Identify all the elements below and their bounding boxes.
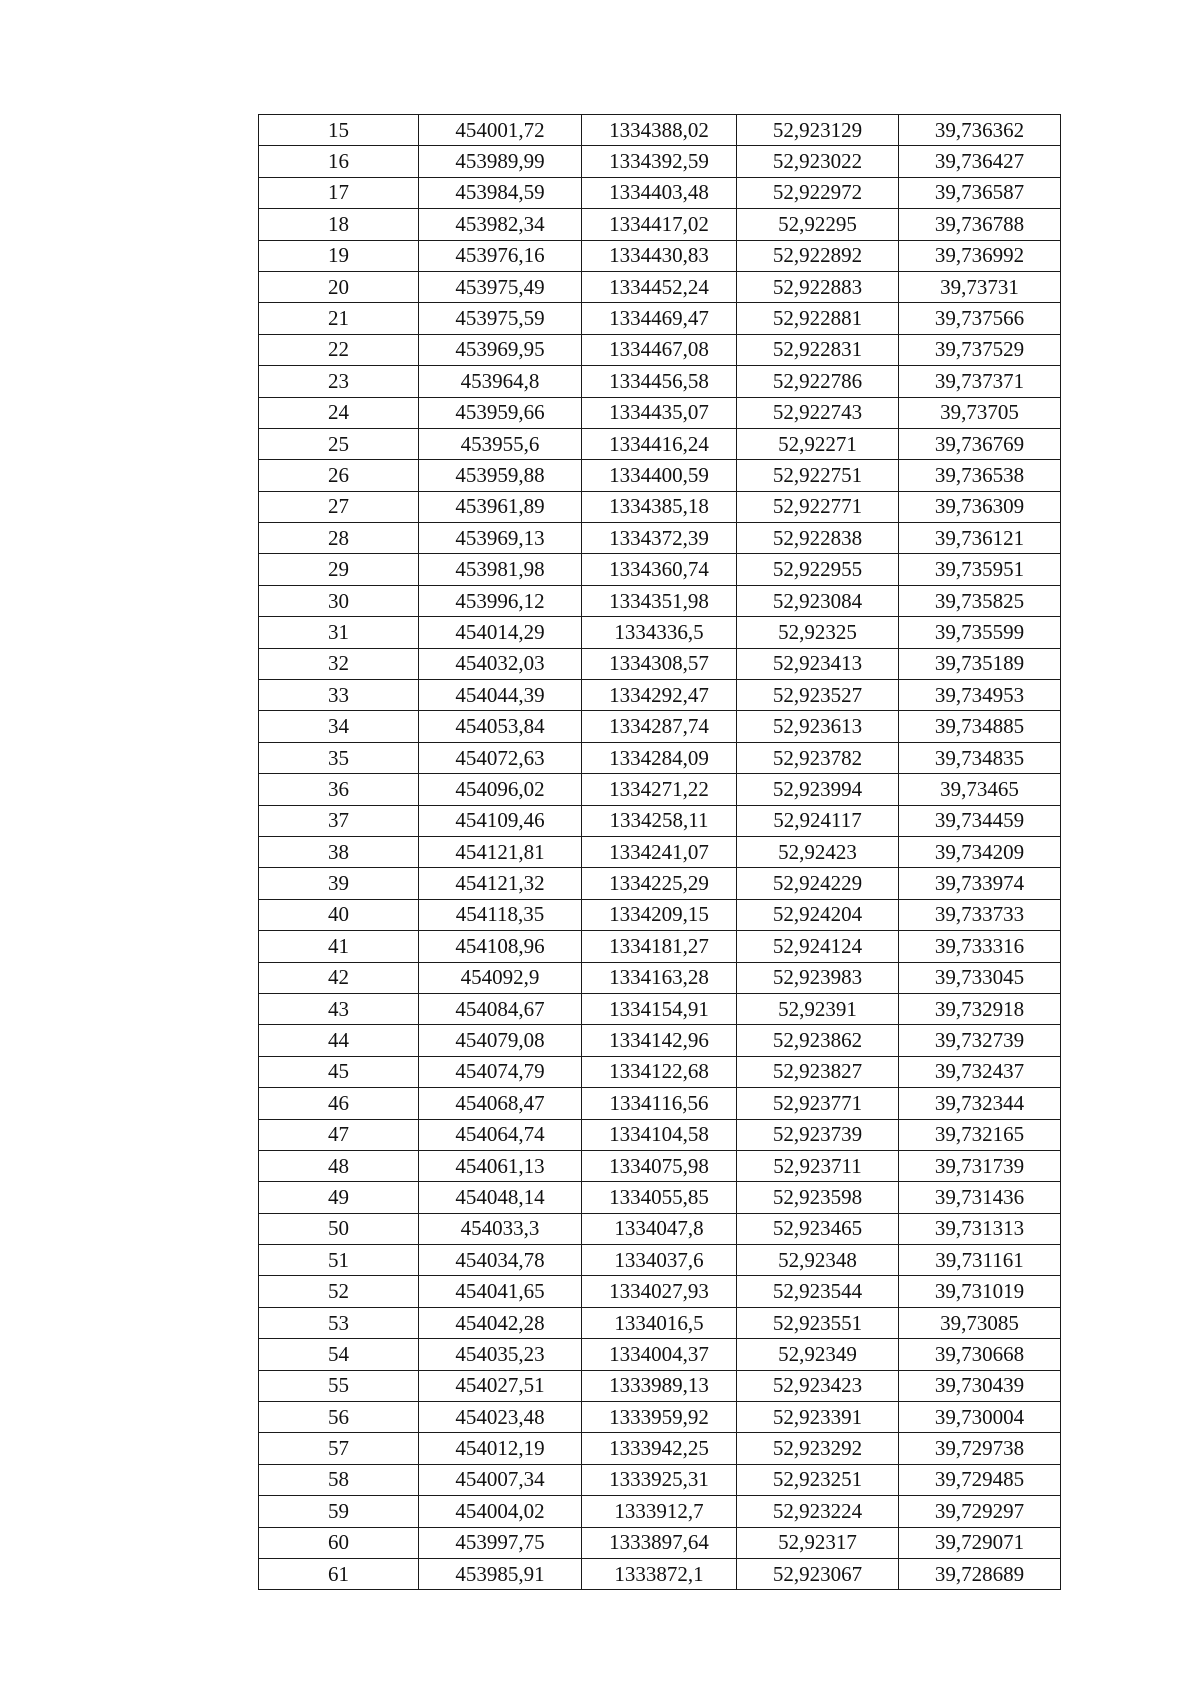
- point-number-cell: 39: [259, 868, 419, 899]
- y-coordinate-cell: 1334403,48: [582, 177, 737, 208]
- latitude-cell: 52,92349: [737, 1339, 899, 1370]
- longitude-cell: 39,736788: [899, 209, 1061, 240]
- latitude-cell: 52,923551: [737, 1307, 899, 1338]
- y-coordinate-cell: 1334027,93: [582, 1276, 737, 1307]
- x-coordinate-cell: 453959,66: [419, 397, 582, 428]
- longitude-cell: 39,735189: [899, 648, 1061, 679]
- latitude-cell: 52,923862: [737, 1025, 899, 1056]
- latitude-cell: 52,922883: [737, 271, 899, 302]
- latitude-cell: 52,922881: [737, 303, 899, 334]
- latitude-cell: 52,923465: [737, 1213, 899, 1244]
- point-number-cell: 37: [259, 805, 419, 836]
- y-coordinate-cell: 1334181,27: [582, 931, 737, 962]
- table-row: [259, 680, 1061, 711]
- longitude-cell: 39,736427: [899, 146, 1061, 177]
- point-number-cell: 49: [259, 1182, 419, 1213]
- table-row: [259, 366, 1061, 397]
- y-coordinate-cell: 1334122,68: [582, 1056, 737, 1087]
- y-coordinate-cell: 1333912,7: [582, 1496, 737, 1527]
- longitude-cell: 39,732165: [899, 1119, 1061, 1150]
- y-coordinate-cell: 1334469,47: [582, 303, 737, 334]
- latitude-cell: 52,922838: [737, 523, 899, 554]
- latitude-cell: 52,923711: [737, 1150, 899, 1181]
- x-coordinate-cell: 454068,47: [419, 1088, 582, 1119]
- longitude-cell: 39,736587: [899, 177, 1061, 208]
- y-coordinate-cell: 1334467,08: [582, 334, 737, 365]
- latitude-cell: 52,923067: [737, 1558, 899, 1589]
- longitude-cell: 39,733316: [899, 931, 1061, 962]
- y-coordinate-cell: 1333959,92: [582, 1402, 737, 1433]
- table-row: [259, 115, 1061, 146]
- coordinates-table: [258, 114, 1061, 1590]
- table-row: [259, 460, 1061, 491]
- y-coordinate-cell: 1334417,02: [582, 209, 737, 240]
- longitude-cell: 39,730004: [899, 1402, 1061, 1433]
- x-coordinate-cell: 454035,23: [419, 1339, 582, 1370]
- table-row: [259, 993, 1061, 1024]
- table-row: [259, 1307, 1061, 1338]
- x-coordinate-cell: 454074,79: [419, 1056, 582, 1087]
- y-coordinate-cell: 1334241,07: [582, 836, 737, 867]
- table-row: [259, 428, 1061, 459]
- latitude-cell: 52,923544: [737, 1276, 899, 1307]
- y-coordinate-cell: 1334416,24: [582, 428, 737, 459]
- x-coordinate-cell: 454079,08: [419, 1025, 582, 1056]
- longitude-cell: 39,736362: [899, 115, 1061, 146]
- table-row: [259, 1056, 1061, 1087]
- point-number-cell: 16: [259, 146, 419, 177]
- table-row: [259, 554, 1061, 585]
- longitude-cell: 39,729071: [899, 1527, 1061, 1558]
- x-coordinate-cell: 453964,8: [419, 366, 582, 397]
- latitude-cell: 52,923983: [737, 962, 899, 993]
- longitude-cell: 39,736309: [899, 491, 1061, 522]
- longitude-cell: 39,735951: [899, 554, 1061, 585]
- point-number-cell: 60: [259, 1527, 419, 1558]
- latitude-cell: 52,924229: [737, 868, 899, 899]
- x-coordinate-cell: 454053,84: [419, 711, 582, 742]
- table-row: [259, 1370, 1061, 1401]
- latitude-cell: 52,922892: [737, 240, 899, 271]
- x-coordinate-cell: 454042,28: [419, 1307, 582, 1338]
- y-coordinate-cell: 1334209,15: [582, 899, 737, 930]
- point-number-cell: 32: [259, 648, 419, 679]
- point-number-cell: 31: [259, 617, 419, 648]
- x-coordinate-cell: 453976,16: [419, 240, 582, 271]
- y-coordinate-cell: 1334016,5: [582, 1307, 737, 1338]
- latitude-cell: 52,92325: [737, 617, 899, 648]
- point-number-cell: 44: [259, 1025, 419, 1056]
- latitude-cell: 52,92317: [737, 1527, 899, 1558]
- y-coordinate-cell: 1333989,13: [582, 1370, 737, 1401]
- table-row: [259, 209, 1061, 240]
- longitude-cell: 39,736538: [899, 460, 1061, 491]
- latitude-cell: 52,922955: [737, 554, 899, 585]
- x-coordinate-cell: 454033,3: [419, 1213, 582, 1244]
- table-row: [259, 334, 1061, 365]
- point-number-cell: 48: [259, 1150, 419, 1181]
- x-coordinate-cell: 454027,51: [419, 1370, 582, 1401]
- table-row: [259, 742, 1061, 773]
- x-coordinate-cell: 454092,9: [419, 962, 582, 993]
- point-number-cell: 20: [259, 271, 419, 302]
- y-coordinate-cell: 1333872,1: [582, 1558, 737, 1589]
- longitude-cell: 39,73465: [899, 774, 1061, 805]
- y-coordinate-cell: 1334452,24: [582, 271, 737, 302]
- longitude-cell: 39,731313: [899, 1213, 1061, 1244]
- y-coordinate-cell: 1334154,91: [582, 993, 737, 1024]
- point-number-cell: 33: [259, 680, 419, 711]
- x-coordinate-cell: 453975,49: [419, 271, 582, 302]
- latitude-cell: 52,922831: [737, 334, 899, 365]
- x-coordinate-cell: 454064,74: [419, 1119, 582, 1150]
- latitude-cell: 52,922972: [737, 177, 899, 208]
- point-number-cell: 34: [259, 711, 419, 742]
- y-coordinate-cell: 1334456,58: [582, 366, 737, 397]
- point-number-cell: 23: [259, 366, 419, 397]
- y-coordinate-cell: 1334308,57: [582, 648, 737, 679]
- longitude-cell: 39,729485: [899, 1464, 1061, 1495]
- longitude-cell: 39,735599: [899, 617, 1061, 648]
- longitude-cell: 39,736769: [899, 428, 1061, 459]
- table-row: [259, 1558, 1061, 1589]
- y-coordinate-cell: 1334163,28: [582, 962, 737, 993]
- y-coordinate-cell: 1334004,37: [582, 1339, 737, 1370]
- table-row: [259, 774, 1061, 805]
- table-row: [259, 146, 1061, 177]
- table-row: [259, 1025, 1061, 1056]
- x-coordinate-cell: 453989,99: [419, 146, 582, 177]
- longitude-cell: 39,736992: [899, 240, 1061, 271]
- point-number-cell: 24: [259, 397, 419, 428]
- point-number-cell: 45: [259, 1056, 419, 1087]
- longitude-cell: 39,737566: [899, 303, 1061, 334]
- longitude-cell: 39,731019: [899, 1276, 1061, 1307]
- latitude-cell: 52,924117: [737, 805, 899, 836]
- point-number-cell: 54: [259, 1339, 419, 1370]
- latitude-cell: 52,924124: [737, 931, 899, 962]
- table-row: [259, 931, 1061, 962]
- latitude-cell: 52,923423: [737, 1370, 899, 1401]
- y-coordinate-cell: 1334388,02: [582, 115, 737, 146]
- point-number-cell: 50: [259, 1213, 419, 1244]
- point-number-cell: 53: [259, 1307, 419, 1338]
- coordinates-table-body: [259, 115, 1061, 1590]
- latitude-cell: 52,923994: [737, 774, 899, 805]
- table-row: [259, 836, 1061, 867]
- table-row: [259, 585, 1061, 616]
- table-row: [259, 1119, 1061, 1150]
- x-coordinate-cell: 453959,88: [419, 460, 582, 491]
- point-number-cell: 40: [259, 899, 419, 930]
- x-coordinate-cell: 454118,35: [419, 899, 582, 930]
- latitude-cell: 52,924204: [737, 899, 899, 930]
- y-coordinate-cell: 1334336,5: [582, 617, 737, 648]
- y-coordinate-cell: 1334292,47: [582, 680, 737, 711]
- table-row: [259, 805, 1061, 836]
- point-number-cell: 46: [259, 1088, 419, 1119]
- longitude-cell: 39,734459: [899, 805, 1061, 836]
- longitude-cell: 39,73731: [899, 271, 1061, 302]
- x-coordinate-cell: 454108,96: [419, 931, 582, 962]
- point-number-cell: 55: [259, 1370, 419, 1401]
- latitude-cell: 52,923771: [737, 1088, 899, 1119]
- longitude-cell: 39,728689: [899, 1558, 1061, 1589]
- y-coordinate-cell: 1334142,96: [582, 1025, 737, 1056]
- x-coordinate-cell: 454061,13: [419, 1150, 582, 1181]
- x-coordinate-cell: 453969,95: [419, 334, 582, 365]
- longitude-cell: 39,736121: [899, 523, 1061, 554]
- latitude-cell: 52,922743: [737, 397, 899, 428]
- point-number-cell: 51: [259, 1245, 419, 1276]
- longitude-cell: 39,732344: [899, 1088, 1061, 1119]
- y-coordinate-cell: 1334372,39: [582, 523, 737, 554]
- table-row: [259, 1245, 1061, 1276]
- table-row: [259, 1150, 1061, 1181]
- y-coordinate-cell: 1334385,18: [582, 491, 737, 522]
- y-coordinate-cell: 1334435,07: [582, 397, 737, 428]
- y-coordinate-cell: 1334075,98: [582, 1150, 737, 1181]
- point-number-cell: 52: [259, 1276, 419, 1307]
- x-coordinate-cell: 454004,02: [419, 1496, 582, 1527]
- longitude-cell: 39,734209: [899, 836, 1061, 867]
- longitude-cell: 39,734835: [899, 742, 1061, 773]
- y-coordinate-cell: 1333925,31: [582, 1464, 737, 1495]
- longitude-cell: 39,732739: [899, 1025, 1061, 1056]
- x-coordinate-cell: 454014,29: [419, 617, 582, 648]
- latitude-cell: 52,923391: [737, 1402, 899, 1433]
- x-coordinate-cell: 454084,67: [419, 993, 582, 1024]
- x-coordinate-cell: 454109,46: [419, 805, 582, 836]
- table-row: [259, 1464, 1061, 1495]
- x-coordinate-cell: 453969,13: [419, 523, 582, 554]
- latitude-cell: 52,922771: [737, 491, 899, 522]
- longitude-cell: 39,731436: [899, 1182, 1061, 1213]
- x-coordinate-cell: 453996,12: [419, 585, 582, 616]
- longitude-cell: 39,733045: [899, 962, 1061, 993]
- point-number-cell: 41: [259, 931, 419, 962]
- longitude-cell: 39,733733: [899, 899, 1061, 930]
- table-row: [259, 303, 1061, 334]
- longitude-cell: 39,731161: [899, 1245, 1061, 1276]
- latitude-cell: 52,923739: [737, 1119, 899, 1150]
- y-coordinate-cell: 1333942,25: [582, 1433, 737, 1464]
- x-coordinate-cell: 454121,81: [419, 836, 582, 867]
- longitude-cell: 39,734953: [899, 680, 1061, 711]
- longitude-cell: 39,734885: [899, 711, 1061, 742]
- point-number-cell: 18: [259, 209, 419, 240]
- table-row: [259, 1213, 1061, 1244]
- point-number-cell: 35: [259, 742, 419, 773]
- latitude-cell: 52,923129: [737, 115, 899, 146]
- table-row: [259, 397, 1061, 428]
- point-number-cell: 61: [259, 1558, 419, 1589]
- point-number-cell: 36: [259, 774, 419, 805]
- latitude-cell: 52,923251: [737, 1464, 899, 1495]
- point-number-cell: 22: [259, 334, 419, 365]
- point-number-cell: 42: [259, 962, 419, 993]
- y-coordinate-cell: 1334104,58: [582, 1119, 737, 1150]
- y-coordinate-cell: 1334047,8: [582, 1213, 737, 1244]
- x-coordinate-cell: 454007,34: [419, 1464, 582, 1495]
- table-row: [259, 177, 1061, 208]
- latitude-cell: 52,923827: [737, 1056, 899, 1087]
- x-coordinate-cell: 453961,89: [419, 491, 582, 522]
- longitude-cell: 39,729297: [899, 1496, 1061, 1527]
- x-coordinate-cell: 454001,72: [419, 115, 582, 146]
- table-row: [259, 523, 1061, 554]
- x-coordinate-cell: 453955,6: [419, 428, 582, 459]
- table-row: [259, 491, 1061, 522]
- table-row: [259, 617, 1061, 648]
- longitude-cell: 39,730668: [899, 1339, 1061, 1370]
- table-row: [259, 1433, 1061, 1464]
- longitude-cell: 39,73705: [899, 397, 1061, 428]
- latitude-cell: 52,923782: [737, 742, 899, 773]
- latitude-cell: 52,923598: [737, 1182, 899, 1213]
- x-coordinate-cell: 453975,59: [419, 303, 582, 334]
- point-number-cell: 43: [259, 993, 419, 1024]
- x-coordinate-cell: 454044,39: [419, 680, 582, 711]
- latitude-cell: 52,923613: [737, 711, 899, 742]
- x-coordinate-cell: 453981,98: [419, 554, 582, 585]
- latitude-cell: 52,92391: [737, 993, 899, 1024]
- table-row: [259, 240, 1061, 271]
- y-coordinate-cell: 1334430,83: [582, 240, 737, 271]
- table-row: [259, 648, 1061, 679]
- latitude-cell: 52,922751: [737, 460, 899, 491]
- point-number-cell: 25: [259, 428, 419, 459]
- y-coordinate-cell: 1334225,29: [582, 868, 737, 899]
- point-number-cell: 29: [259, 554, 419, 585]
- table-row: [259, 1088, 1061, 1119]
- table-row: [259, 962, 1061, 993]
- table-row: [259, 1339, 1061, 1370]
- y-coordinate-cell: 1334284,09: [582, 742, 737, 773]
- longitude-cell: 39,732918: [899, 993, 1061, 1024]
- x-coordinate-cell: 453997,75: [419, 1527, 582, 1558]
- longitude-cell: 39,732437: [899, 1056, 1061, 1087]
- longitude-cell: 39,733974: [899, 868, 1061, 899]
- table-row: [259, 1496, 1061, 1527]
- x-coordinate-cell: 454032,03: [419, 648, 582, 679]
- point-number-cell: 27: [259, 491, 419, 522]
- table-row: [259, 1527, 1061, 1558]
- latitude-cell: 52,922786: [737, 366, 899, 397]
- x-coordinate-cell: 454048,14: [419, 1182, 582, 1213]
- x-coordinate-cell: 454072,63: [419, 742, 582, 773]
- point-number-cell: 28: [259, 523, 419, 554]
- y-coordinate-cell: 1334271,22: [582, 774, 737, 805]
- x-coordinate-cell: 453984,59: [419, 177, 582, 208]
- x-coordinate-cell: 454096,02: [419, 774, 582, 805]
- point-number-cell: 47: [259, 1119, 419, 1150]
- table-row: [259, 271, 1061, 302]
- y-coordinate-cell: 1334055,85: [582, 1182, 737, 1213]
- point-number-cell: 58: [259, 1464, 419, 1495]
- longitude-cell: 39,735825: [899, 585, 1061, 616]
- latitude-cell: 52,92348: [737, 1245, 899, 1276]
- x-coordinate-cell: 454012,19: [419, 1433, 582, 1464]
- x-coordinate-cell: 454023,48: [419, 1402, 582, 1433]
- point-number-cell: 17: [259, 177, 419, 208]
- table-row: [259, 868, 1061, 899]
- latitude-cell: 52,923292: [737, 1433, 899, 1464]
- longitude-cell: 39,737371: [899, 366, 1061, 397]
- latitude-cell: 52,92271: [737, 428, 899, 459]
- y-coordinate-cell: 1334287,74: [582, 711, 737, 742]
- latitude-cell: 52,923084: [737, 585, 899, 616]
- longitude-cell: 39,731739: [899, 1150, 1061, 1181]
- y-coordinate-cell: 1334258,11: [582, 805, 737, 836]
- y-coordinate-cell: 1334351,98: [582, 585, 737, 616]
- point-number-cell: 56: [259, 1402, 419, 1433]
- x-coordinate-cell: 453982,34: [419, 209, 582, 240]
- x-coordinate-cell: 454121,32: [419, 868, 582, 899]
- point-number-cell: 38: [259, 836, 419, 867]
- longitude-cell: 39,730439: [899, 1370, 1061, 1401]
- y-coordinate-cell: 1334400,59: [582, 460, 737, 491]
- y-coordinate-cell: 1334392,59: [582, 146, 737, 177]
- table-row: [259, 1182, 1061, 1213]
- longitude-cell: 39,73085: [899, 1307, 1061, 1338]
- latitude-cell: 52,923022: [737, 146, 899, 177]
- point-number-cell: 30: [259, 585, 419, 616]
- latitude-cell: 52,923413: [737, 648, 899, 679]
- table-row: [259, 711, 1061, 742]
- point-number-cell: 59: [259, 1496, 419, 1527]
- point-number-cell: 19: [259, 240, 419, 271]
- point-number-cell: 21: [259, 303, 419, 334]
- table-row: [259, 1402, 1061, 1433]
- y-coordinate-cell: 1334360,74: [582, 554, 737, 585]
- latitude-cell: 52,92295: [737, 209, 899, 240]
- latitude-cell: 52,92423: [737, 836, 899, 867]
- y-coordinate-cell: 1334116,56: [582, 1088, 737, 1119]
- latitude-cell: 52,923224: [737, 1496, 899, 1527]
- point-number-cell: 26: [259, 460, 419, 491]
- table-row: [259, 1276, 1061, 1307]
- longitude-cell: 39,729738: [899, 1433, 1061, 1464]
- longitude-cell: 39,737529: [899, 334, 1061, 365]
- table-row: [259, 899, 1061, 930]
- point-number-cell: 57: [259, 1433, 419, 1464]
- x-coordinate-cell: 454034,78: [419, 1245, 582, 1276]
- y-coordinate-cell: 1334037,6: [582, 1245, 737, 1276]
- latitude-cell: 52,923527: [737, 680, 899, 711]
- y-coordinate-cell: 1333897,64: [582, 1527, 737, 1558]
- point-number-cell: 15: [259, 115, 419, 146]
- x-coordinate-cell: 453985,91: [419, 1558, 582, 1589]
- x-coordinate-cell: 454041,65: [419, 1276, 582, 1307]
